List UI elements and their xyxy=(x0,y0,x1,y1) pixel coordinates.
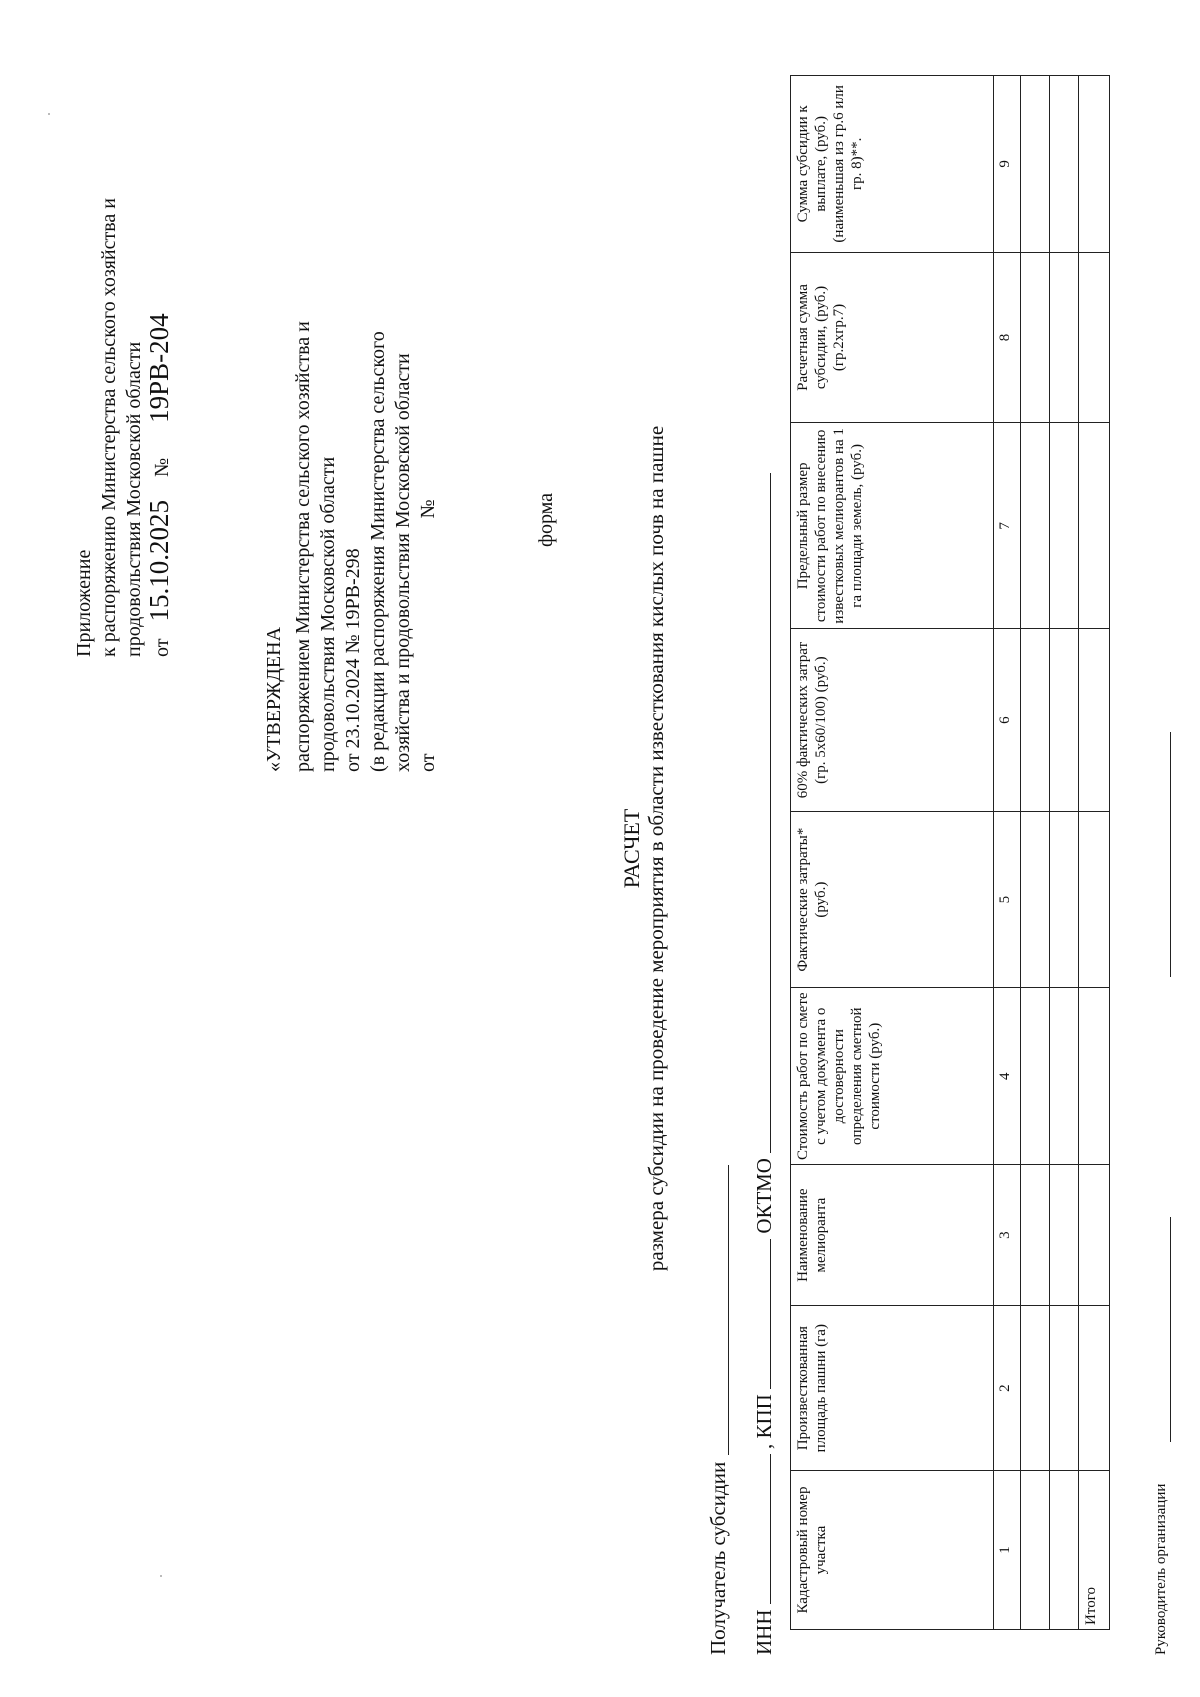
approved-num-label: № xyxy=(417,499,439,519)
column-number: 6 xyxy=(994,629,1021,811)
appendix-block xyxy=(72,198,175,657)
column-number: 4 xyxy=(994,988,1021,1165)
table-cell xyxy=(1079,1306,1110,1471)
approved-line5: (в редакции распоряжения Министерства сельского xyxy=(367,331,389,772)
head-of-organization-label: Руководитель организации xyxy=(1153,1483,1169,1655)
recipient-label: Получатель субсидии xyxy=(706,1461,730,1655)
table-cell xyxy=(1050,252,1079,423)
column-number: 7 xyxy=(994,423,1021,629)
column-number: 8 xyxy=(994,252,1021,423)
appendix-line1: Приложение xyxy=(73,549,95,657)
table-cell xyxy=(1021,1306,1050,1471)
table-cell xyxy=(1050,988,1079,1165)
scan-speck xyxy=(160,1575,162,1577)
oktmo-label: ОКТМО xyxy=(752,1158,776,1234)
approved-line6: хозяйства и продовольствия Московской области xyxy=(392,353,414,772)
table-cell xyxy=(1021,1165,1050,1306)
column-number: 9 xyxy=(994,76,1021,253)
oktmo-underline xyxy=(770,473,771,1153)
header-cell: Стоимость работ по смете с учетом документа о достоверности определения сметной стоимости (руб.) xyxy=(791,988,994,1165)
appendix-num-prefix: № xyxy=(151,457,173,478)
table-row xyxy=(1021,76,1050,1630)
table-header-row xyxy=(791,76,994,1630)
table-cell xyxy=(1050,1306,1079,1471)
document-title xyxy=(620,0,668,1697)
kpp-underline xyxy=(770,1239,771,1389)
table-total-row xyxy=(1079,76,1110,1630)
title-sub: размера субсидии на проведение мероприятия в области известкования кислых почв на пашне xyxy=(644,425,668,1272)
header-cell: Сумма субсидии к выплате, (руб.) (наименьшая из гр.6 или гр. 8)**. xyxy=(791,76,994,253)
approved-line1: «УТВЕРЖДЕНА xyxy=(263,626,285,772)
approved-from-label: от xyxy=(417,753,439,772)
table-cell xyxy=(1050,1471,1079,1630)
approved-line2: распоряжением Министерства сельского хозяйства и xyxy=(292,321,314,772)
title-main: РАСЧЕТ xyxy=(619,808,644,889)
table-cell xyxy=(1050,1165,1079,1306)
inn-underline xyxy=(770,1454,771,1604)
table-cell xyxy=(1050,76,1079,253)
approved-block xyxy=(262,321,441,772)
header-cell: Расчетная сумма субсидии, (руб.) (гр.2хгр.7) xyxy=(791,252,994,423)
approved-line7 xyxy=(416,321,441,772)
table-cell xyxy=(1079,629,1110,811)
column-number: 3 xyxy=(994,1165,1021,1306)
kpp-label: , КПП xyxy=(752,1394,776,1449)
header-cell: Кадастровый номер участка xyxy=(791,1471,994,1630)
table-cell xyxy=(1050,629,1079,811)
appendix-date-line xyxy=(144,198,175,657)
table-cell xyxy=(1021,988,1050,1165)
table-cell xyxy=(1079,988,1110,1165)
table-cell xyxy=(1079,252,1110,423)
inn-label: ИНН xyxy=(752,1609,776,1655)
table-cell xyxy=(1050,811,1079,988)
appendix-line2: к распоряжению Министерства сельского хозяйства и xyxy=(98,197,120,657)
appendix-date: 15.10.2025 xyxy=(144,500,174,622)
signature-line xyxy=(1170,1217,1171,1442)
table-cell xyxy=(1021,76,1050,253)
name-line xyxy=(1170,732,1171,977)
calculation-table xyxy=(790,75,1110,1630)
form-label: форма xyxy=(535,492,557,547)
table-cell xyxy=(1021,423,1050,629)
recipient-underline xyxy=(728,1165,729,1455)
table-cell xyxy=(1021,1471,1050,1630)
column-number: 2 xyxy=(994,1306,1021,1471)
approved-line4: от 23.10.2024 № 19РВ-298 xyxy=(342,548,364,772)
header-cell: Фактические затраты* (руб.) xyxy=(791,811,994,988)
header-cell: Наименование мелиоранта xyxy=(791,1165,994,1306)
table-cell xyxy=(1050,423,1079,629)
table-cell xyxy=(1079,811,1110,988)
column-number: 1 xyxy=(994,1471,1021,1630)
table-row xyxy=(1050,76,1079,1630)
column-number: 5 xyxy=(994,811,1021,988)
table-number-row xyxy=(994,76,1021,1630)
table-cell xyxy=(1021,811,1050,988)
table-cell xyxy=(1079,76,1110,253)
table-cell xyxy=(1021,629,1050,811)
appendix-date-prefix: от xyxy=(151,638,173,657)
header-cell: Произвесткованная площадь пашни (га) xyxy=(791,1306,994,1471)
table-cell xyxy=(1021,252,1050,423)
header-cell: Предельный размер стоимости работ по внесению известковых мелиорантов на 1 га площади земель, (руб.) xyxy=(791,423,994,629)
approved-line3: продовольствия Московской области xyxy=(317,456,339,772)
scan-speck xyxy=(48,113,50,115)
requisites-line xyxy=(752,473,777,1655)
table-cell xyxy=(1079,1165,1110,1306)
appendix-line3: продовольствия Московской области xyxy=(123,341,145,657)
header-cell: 60% фактических затрат (гр. 5х60/100) (руб.) xyxy=(791,629,994,811)
table-cell xyxy=(1079,423,1110,629)
appendix-number: 19РВ-204 xyxy=(144,313,174,423)
total-label: Итого xyxy=(1079,1471,1110,1630)
